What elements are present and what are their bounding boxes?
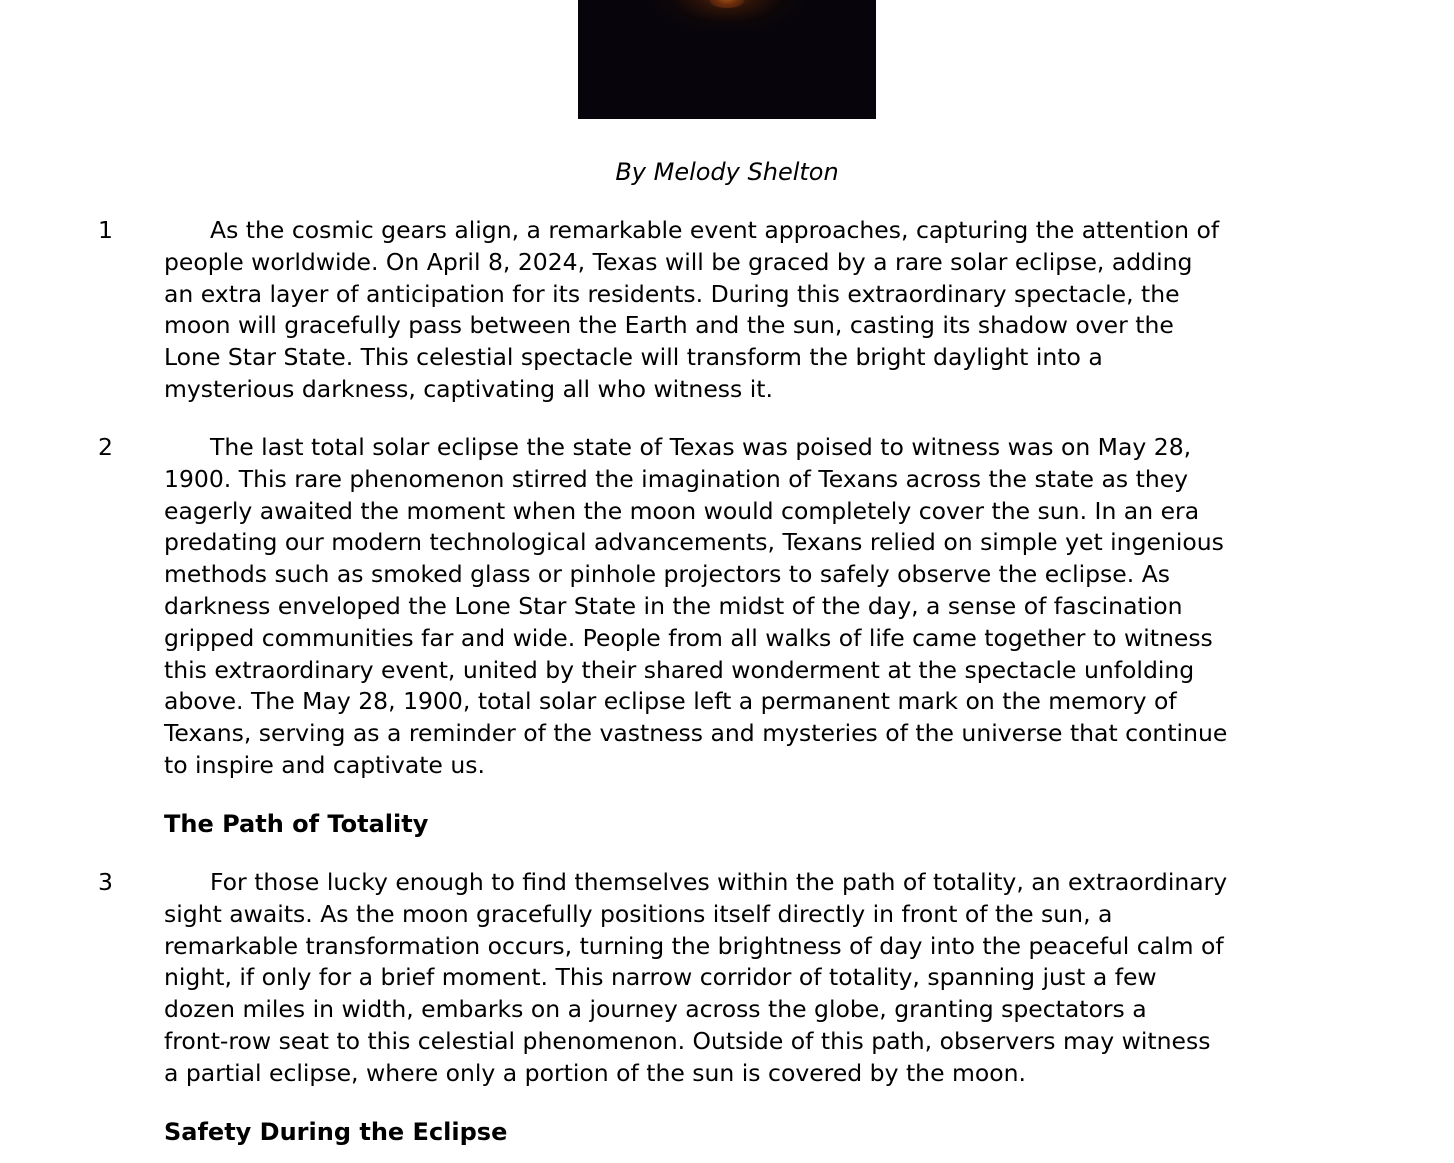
- eclipse-corona-glow: [710, 0, 744, 8]
- text-line: front-row seat to this celestial phenomenon. Outside of this path, observers may witness: [164, 1026, 1211, 1055]
- text-line: For those lucky enough to find themselves within the path of totality, an extraordinary: [210, 868, 1228, 896]
- paragraph-text: [164, 432, 1359, 782]
- text-line: methods such as smoked glass or pinhole projectors to safely observe the eclipse. As: [164, 560, 1171, 589]
- text-line: this extraordinary event, united by their shared wonderment at the spectacle unfolding: [164, 655, 1195, 684]
- text-line: people worldwide. On April 8, 2024, Texas will be graced by a rare solar eclipse, adding: [164, 247, 1193, 276]
- text-line: darkness enveloped the Lone Star State in the midst of the day, a sense of fascination: [164, 591, 1183, 620]
- text-line: dozen miles in width, embarks on a journey across the globe, granting spectators a: [164, 995, 1147, 1024]
- paragraph-text: [164, 215, 1359, 406]
- text-line: a partial eclipse, where only a portion of the sun is covered by the moon.: [164, 1058, 1027, 1087]
- text-line: eagerly awaited the moment when the moon would completely cover the sun. In an era: [164, 496, 1200, 525]
- paragraph-text: [164, 867, 1359, 1090]
- text-line: to inspire and captivate us.: [164, 750, 485, 779]
- byline: By Melody Shelton: [615, 158, 839, 186]
- text-line: predating our modern technological advancements, Texans relied on simple yet ingenious: [164, 528, 1224, 557]
- text-line: night, if only for a brief moment. This narrow corridor of totality, spanning just a few: [164, 963, 1157, 992]
- text-line: The last total solar eclipse the state of Texas was poised to witness was on May 28,: [210, 433, 1192, 461]
- text-line: gripped communities far and wide. People from all walks of life came together to witness: [164, 623, 1213, 652]
- text-line: Lone Star State. This celestial spectacle will transform the bright daylight into a: [164, 343, 1103, 372]
- text-line: As the cosmic gears align, a remarkable event approaches, capturing the attention of: [210, 216, 1220, 244]
- text-line: moon will gracefully pass between the Earth and the sun, casting its shadow over the: [164, 311, 1174, 340]
- text-line: remarkable transformation occurs, turning the brightness of day into the peaceful calm of: [164, 931, 1224, 960]
- text-line: mysterious darkness, captivating all who witness it.: [164, 374, 773, 403]
- paragraph-number: 1: [98, 216, 113, 244]
- text-line: above. The May 28, 1900, total solar eclipse left a permanent mark on the memory of: [164, 687, 1177, 716]
- solar-eclipse-photo: [578, 0, 876, 119]
- text-line: 1900. This rare phenomenon stirred the imagination of Texans across the state as they: [164, 464, 1189, 493]
- section-heading-path-of-totality: The Path of Totality: [164, 810, 429, 838]
- paragraph-number: 2: [98, 433, 113, 461]
- paragraph-number: 3: [98, 868, 113, 896]
- text-line: sight awaits. As the moon gracefully positions itself directly in front of the sun, a: [164, 899, 1113, 928]
- text-line: Texans, serving as a reminder of the vastness and mysteries of the universe that continue: [164, 719, 1228, 748]
- section-heading-safety: Safety During the Eclipse: [164, 1118, 508, 1146]
- text-line: an extra layer of anticipation for its residents. During this extraordinary spectacle, the: [164, 279, 1180, 308]
